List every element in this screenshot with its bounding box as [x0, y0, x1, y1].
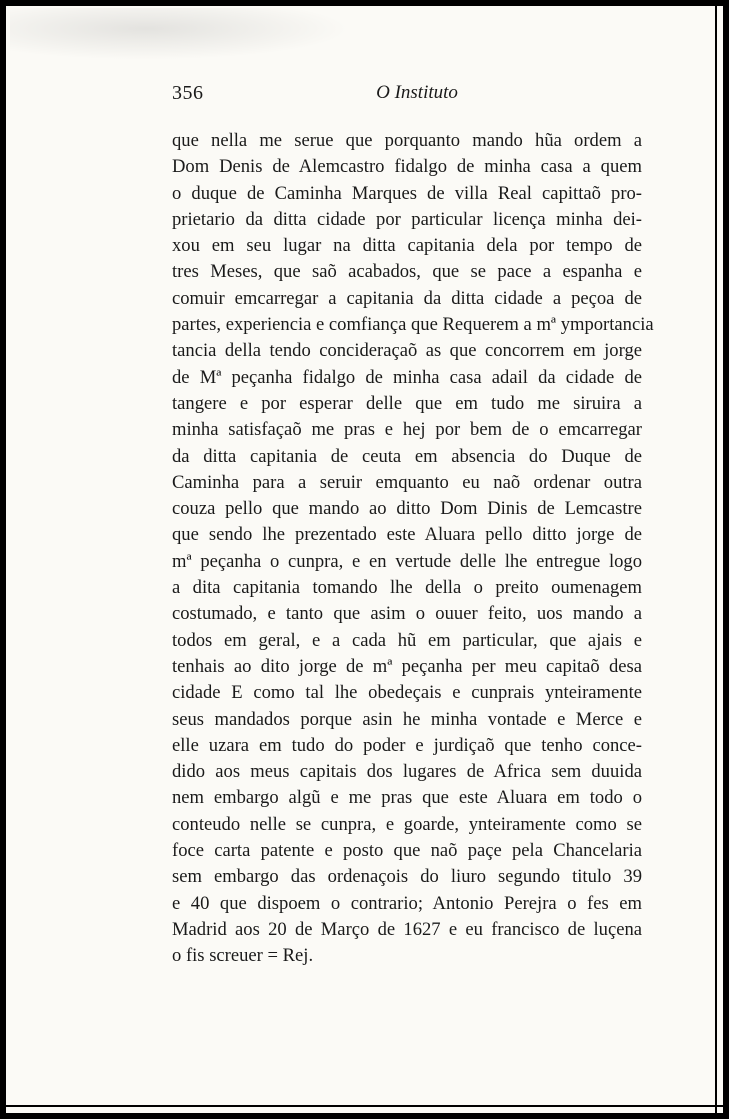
scan-border-left	[0, 0, 6, 1119]
text-line: cidade E como tal lhe obedeçais e cunprais ynteiramente	[172, 682, 642, 704]
text-line: dido aos meus capitais dos lugares de Africa sem duuida	[172, 761, 642, 783]
text-line: sem embargo das ordenaçois do liuro segundo titulo 39	[172, 866, 642, 888]
text-line: couza pello que mando ao ditto Dom Dinis de Lemcastre	[172, 498, 642, 520]
text-line: Madrid aos 20 de Março de 1627 e eu francisco de luçena	[172, 918, 642, 940]
text-line: mª peçanha o cunpra, e en vertude delle lhe entregue logo	[172, 550, 642, 572]
text-line: a dita capitania tomando lhe della o preito oumenagem	[172, 577, 642, 599]
text-line: Caminha para a seruir emquanto eu naõ ordenar outra	[172, 471, 642, 493]
scan-smudge	[10, 8, 350, 60]
scan-border-top	[0, 0, 729, 6]
page-number: 356	[172, 82, 204, 104]
text-line: xou em seu lugar na ditta capitania dela por tempo de	[172, 235, 642, 257]
text-line: seus mandados porque asin he minha vontade e Merce e	[172, 708, 642, 730]
text-line: foce carta patente e posto que naõ paçe pela Chancelaria	[172, 840, 642, 862]
text-line: tenhais ao dito jorge de mª peçanha per meu capitaõ desa	[172, 655, 642, 677]
scan-border-right	[723, 0, 729, 1119]
running-title: O Instituto	[376, 82, 458, 103]
running-head	[172, 82, 642, 112]
text-line: tangere e por esperar delle que em tudo me siruira a	[172, 392, 642, 414]
text-line: Dom Denis de Alemcastro fidalgo de minha casa a quem	[172, 156, 642, 178]
text-line: costumado, e tanto que asim o ouuer feito, uos mando a	[172, 603, 642, 625]
text-line: e 40 que dispoem o contrario; Antonio Perejra o fes em	[172, 892, 642, 914]
scan-border-bottom	[0, 1113, 729, 1119]
text-line: tancia della tendo concideraçaõ as que concorrem em jorge	[172, 340, 642, 362]
scan-border-right-inner	[715, 0, 717, 1119]
text-line: elle uzara em tudo do poder e jurdiçaõ que tenho conce-	[172, 734, 642, 756]
text-line: minha satisfaçaõ me pras e hej por bem de o emcarregar	[172, 419, 642, 441]
text-line: que nella me serue que porquanto mando hũa ordem a	[172, 130, 642, 151]
body-text	[172, 128, 654, 970]
text-line: que sendo lhe prezentado este Aluara pello ditto jorge de	[172, 524, 642, 546]
text-line: prietario da ditta cidade por particular licença minha dei-	[172, 208, 642, 230]
text-line: o duque de Caminha Marques de villa Real capittaõ pro-	[172, 182, 642, 204]
text-line: de Mª peçanha fidalgo de minha casa adail da cidade de	[172, 366, 642, 388]
text-line: da ditta capitania de ceuta em absencia do Duque de	[172, 445, 642, 467]
text-line: o fis screuer = Rej.	[172, 945, 314, 967]
text-line: comuir emcarregar a capitania da ditta cidade a peçoa de	[172, 287, 642, 309]
text-line: tres Meses, que saõ acabados, que se pace a espanha e	[172, 261, 642, 283]
text-line: partes, experiencia e comfiança que Requerem a mª ymportancia	[172, 314, 654, 336]
scan-border-bottom-inner	[0, 1105, 729, 1107]
text-line: conteudo nelle se cunpra, e goarde, ynteiramente como se	[172, 813, 642, 835]
text-line: todos em geral, e a cada hũ em particular, que ajais e	[172, 629, 642, 651]
text-line: nem embargo algũ e me pras que este Aluara em todo o	[172, 787, 642, 809]
